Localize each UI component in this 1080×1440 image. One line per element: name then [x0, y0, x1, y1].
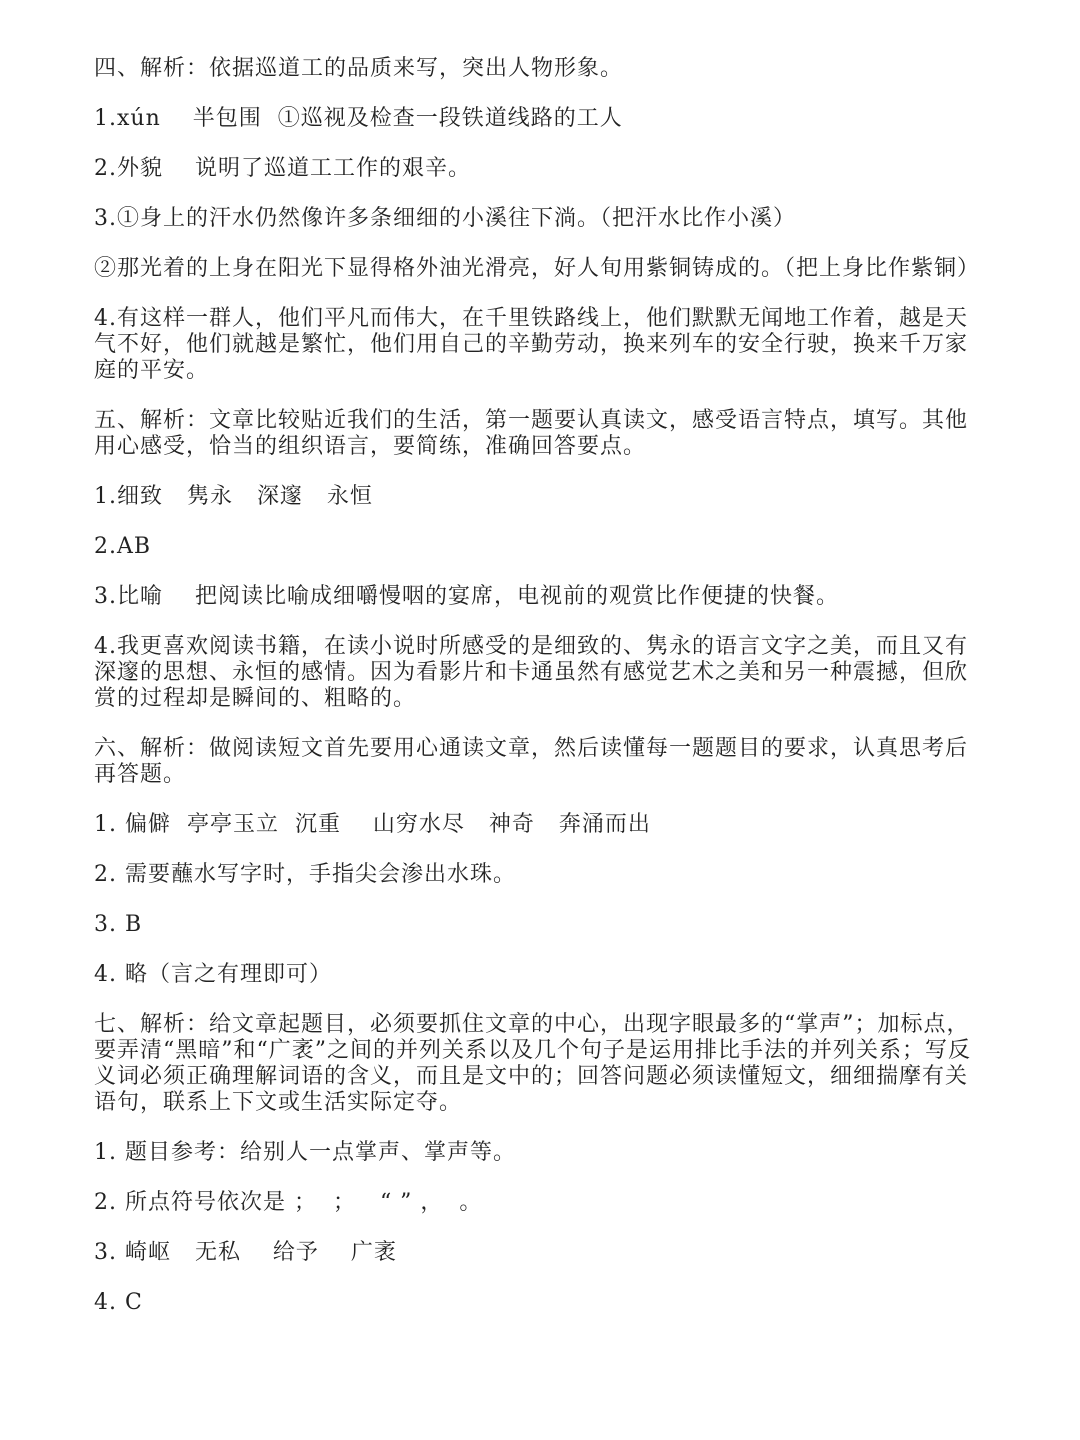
section-4-item-4: 4.有这样一群人，他们平凡而伟大，在千里铁路线上，他们默默无闻地工作着，越是天气不好，他们就越是繁忙，他们用自己的辛勤劳动，换来列车的安全行驶，换来千万家庭的平安。	[94, 306, 969, 383]
section-5-item-4: 4.我更喜欢阅读书籍，在读小说时所感受的是细致的、隽永的语言文字之美，而且又有深邃的思想、永恒的感情。因为看影片和卡通虽然有感觉艺术之美和另一种震撼，但欣赏的过程却是瞬间的、粗略的。	[94, 634, 969, 711]
section-4-heading: 四、解析：依据巡道工的品质来写，突出人物形象。	[94, 56, 624, 81]
section-7-item-4: 4. C	[94, 1290, 143, 1315]
section-4-item-3b: ②那光着的上身在阳光下显得格外油光滑亮，好人旬用紫铜铸成的。（把上身比作紫铜）	[94, 256, 981, 281]
section-4-item-2: 2.外貌 说明了巡道工工作的艰辛。	[94, 156, 471, 181]
section-6-item-3: 3. B	[94, 912, 143, 937]
section-4-item-3: 3.①身上的汗水仍然像许多条细细的小溪往下淌。（把汗水比作小溪）	[94, 206, 796, 231]
section-6-item-2: 2. 需要蘸水写字时，手指尖会渗出水珠。	[94, 862, 516, 887]
section-5-item-2: 2.AB	[94, 534, 152, 559]
section-6-item-1: 1. 偏僻 亭亭玉立 沉重 山穷水尽 神奇 奔涌而出	[94, 812, 651, 837]
section-6-item-4: 4. 略（言之有理即可）	[94, 962, 332, 987]
section-7-item-2: 2. 所点符号依次是 ； ； “ ” ， 。	[94, 1190, 483, 1215]
section-5-item-1: 1.细致 隽永 深邃 永恒	[94, 484, 373, 509]
section-7-item-3: 3. 崎岖 无私 给予 广袤	[94, 1240, 397, 1265]
section-6-heading: 六、解析：做阅读短文首先要用心通读文章，然后读懂每一题题目的要求，认真思考后再答题。	[94, 736, 969, 787]
answer-document	[94, 56, 984, 1316]
section-4-item-1: 1.xún 半包围 ①巡视及检查一段铁道线路的工人	[94, 106, 623, 131]
section-7-item-1: 1. 题目参考：给别人一点掌声、掌声等。	[94, 1140, 516, 1165]
section-5-item-3: 3.比喻 把阅读比喻成细嚼慢咽的宴席，电视前的观赏比作便捷的快餐。	[94, 584, 839, 609]
section-7-heading: 七、解析：给文章起题目，必须要抓住文章的中心，出现字眼最多的“掌声”；加标点，要弄清“黑暗”和“广袤”之间的并列关系以及几个句子是运用排比手法的并列关系；写反义词必须正确理解词语的含义，而且是文中的；回答问题必须读懂短文，细细揣摩有关语句，联系上下文或生活实际定夺。	[94, 1012, 971, 1115]
section-5-heading: 五、解析：文章比较贴近我们的生活，第一题要认真读文，感受语言特点，填写。其他用心感受，恰当的组织语言，要简练，准确回答要点。	[94, 408, 969, 459]
